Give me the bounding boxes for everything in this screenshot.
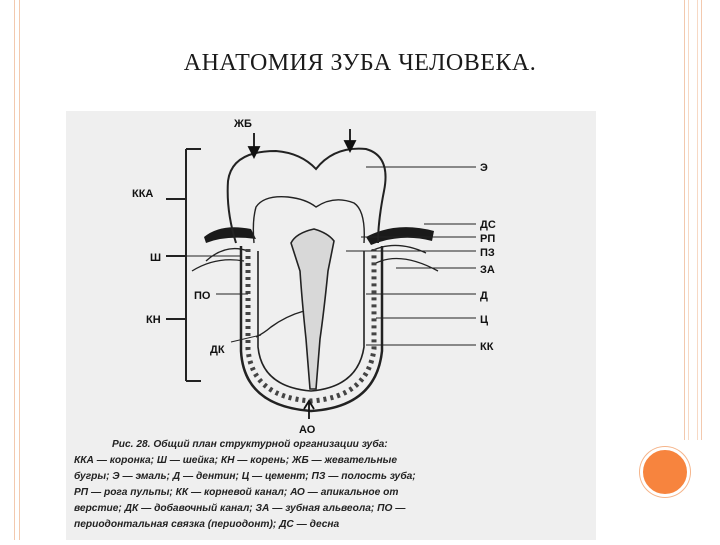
label-kn: КН — [146, 314, 161, 326]
tooth-diagram-svg — [66, 111, 596, 540]
label-sh: Ш — [150, 252, 162, 264]
accessory-canal — [256, 311, 304, 337]
enamel-crown — [228, 149, 386, 243]
label-za: ЗА — [480, 264, 495, 276]
slide-title: АНАТОМИЯ ЗУБА ЧЕЛОВЕКА. — [183, 50, 537, 76]
label-kka: ККА — [132, 188, 154, 200]
slide-frame-left — [14, 0, 20, 540]
label-pz: ПЗ — [480, 247, 495, 259]
label-d: Д — [480, 290, 488, 302]
label-e: Э — [480, 162, 488, 174]
caption-line-3: бугры; Э — эмаль; Д — дентин; Ц — цемент; ПЗ — полость зуба; — [74, 471, 416, 482]
label-po: ПО — [194, 290, 211, 302]
label-ds: ДС — [480, 219, 496, 231]
label-ao: АО — [299, 424, 316, 436]
pulp-cavity — [291, 229, 334, 389]
label-zhb: ЖБ — [234, 118, 252, 130]
caption-line-4: РП — рога пульпы; КК — корневой канал; АО — апикальное от — [74, 487, 399, 498]
label-dk: ДК — [210, 344, 225, 356]
label-rp: РП — [480, 233, 496, 245]
caption-line-2: ККА — коронка; Ш — шейка; КН — корень; ЖБ — жевательные — [74, 455, 397, 466]
decorative-orange-circle — [640, 447, 690, 497]
caption-line-6: периодонтальная связка (периодонт); ДС — десна — [74, 519, 340, 530]
label-ts: Ц — [480, 314, 489, 326]
crown-root-bracket — [166, 149, 201, 381]
caption-line-5: верстие; ДК — добавочный канал; ЗА — зубная альвеола; ПО — — [74, 503, 406, 514]
caption-line-1: Рис. 28. Общий план структурной организации зуба: — [112, 439, 388, 450]
tooth-diagram-image — [66, 111, 596, 540]
label-kk: КК — [480, 341, 494, 353]
right-leader-lines — [346, 167, 476, 345]
